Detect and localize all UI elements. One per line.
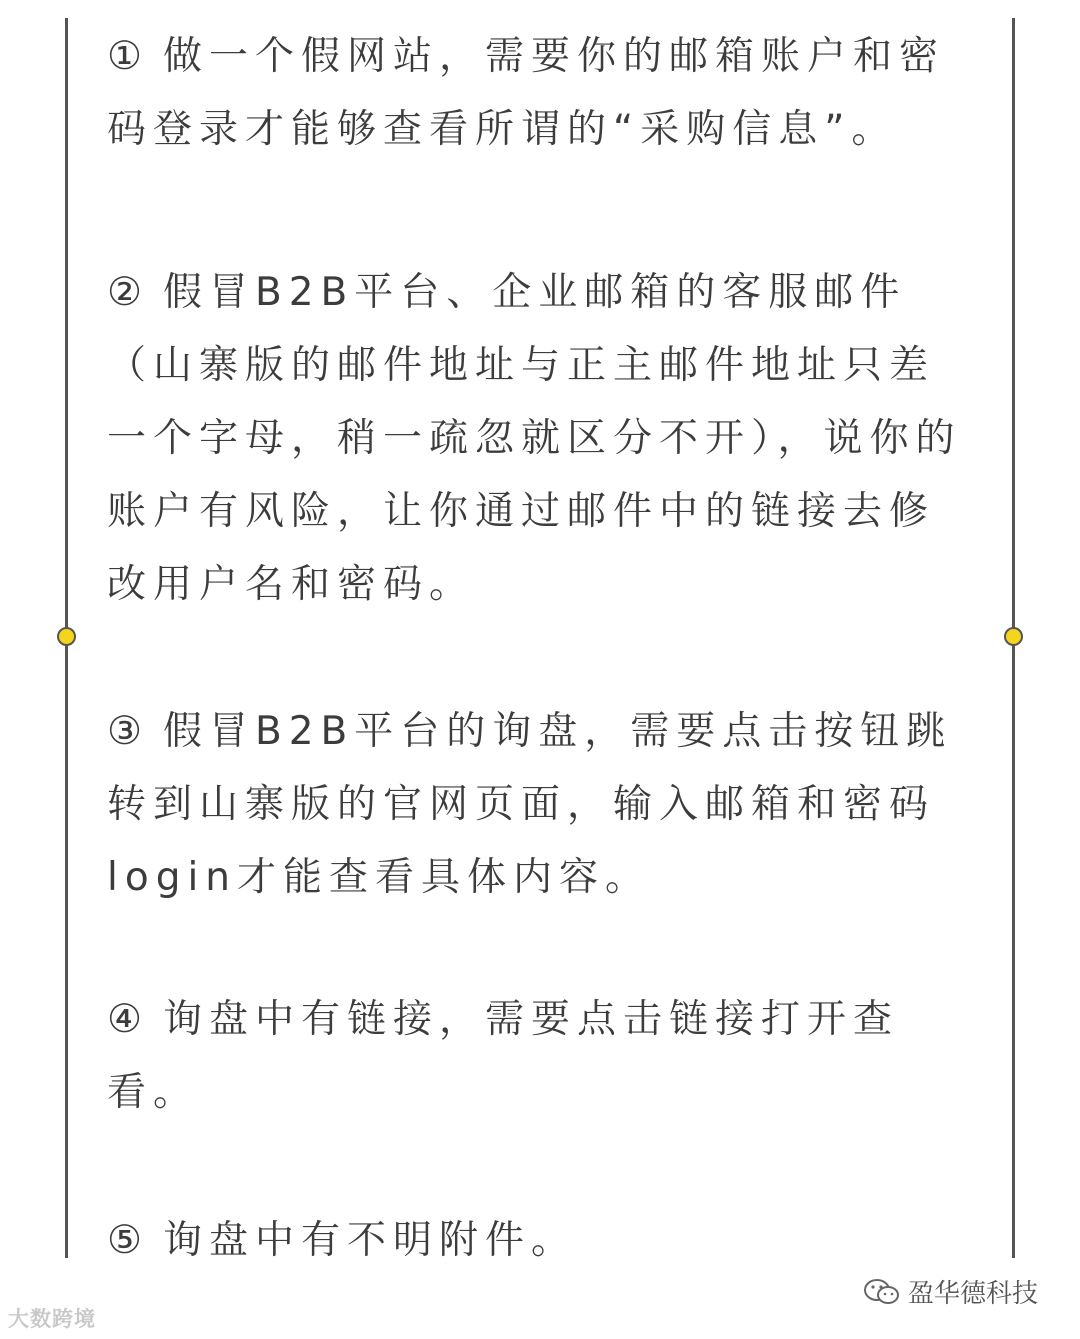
left-yellow-dot (57, 627, 76, 646)
watermark-right (862, 1273, 1038, 1310)
paragraph-2-number: ② (107, 270, 149, 315)
watermark-left (8, 1303, 96, 1333)
paragraph-4-text: 询盘中有链接，需要点击链接打开查看。 (107, 997, 899, 1115)
paragraph-3-number: ③ (107, 709, 149, 754)
paragraph-2-text: 假冒B2B平台、企业邮箱的客服邮件（山寨版的邮件地址与正主邮件地址只差一个字母，稍一疏忽就区分不开），说你的账户有风险，让你通过邮件中的链接去修改用户名和密码。 (107, 270, 962, 607)
paragraph-1-number: ① (107, 34, 149, 79)
paragraph-4-number: ④ (107, 997, 149, 1042)
paragraph-3 (107, 695, 967, 914)
paragraph-1-text: 做一个假网站，需要你的邮箱账户和密码登录才能够查看所谓的“采购信息”。 (107, 34, 945, 152)
wechat-icon (862, 1277, 902, 1307)
paragraph-5-number: ⑤ (107, 1218, 149, 1263)
paragraph-1 (107, 20, 967, 166)
paragraph-3-text: 假冒B2B平台的询盘，需要点击按钮跳转到山寨版的官网页面，输入邮箱和密码login才能查看具体内容。 (107, 709, 953, 900)
paragraph-4 (107, 983, 967, 1129)
watermark-right-text: 盈华德科技 (908, 1279, 1039, 1309)
paragraph-5-text: 询盘中有不明附件。 (162, 1218, 577, 1263)
paragraph-2 (107, 256, 967, 621)
right-yellow-dot (1004, 627, 1023, 646)
watermark-left-text: 大数跨境 (8, 1307, 96, 1331)
paragraph-5 (107, 1204, 577, 1277)
